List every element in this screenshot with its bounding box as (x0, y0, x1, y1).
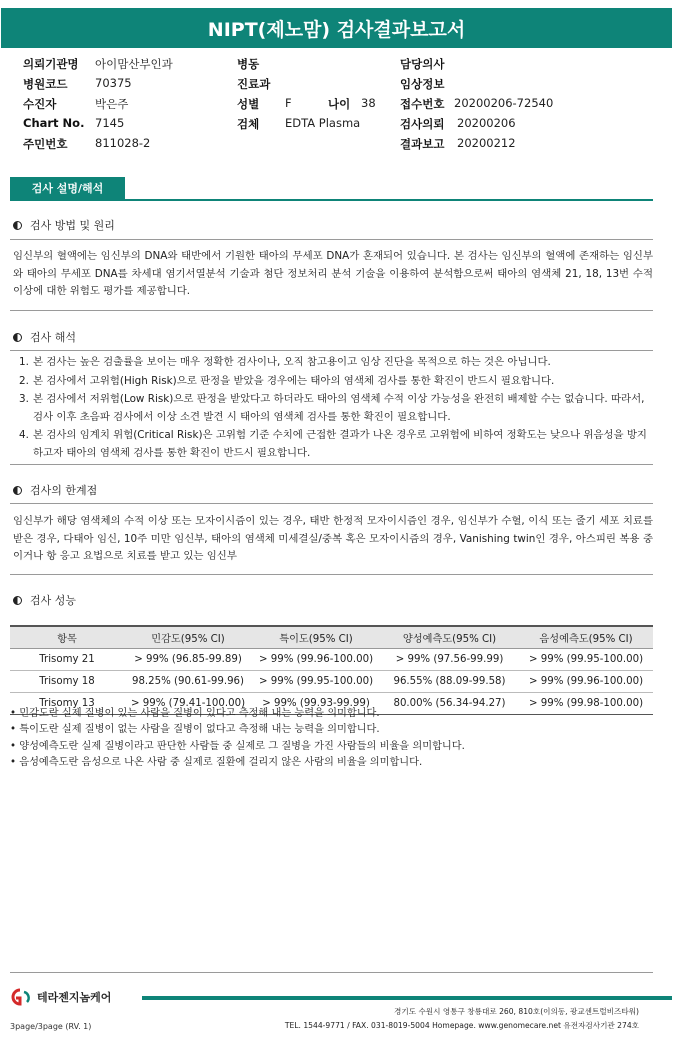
divider (10, 310, 653, 311)
interpretation-list (13, 354, 653, 463)
label-doctor: 담당의사 (400, 57, 445, 71)
table-cell: > 99% (99.98-100.00) (519, 693, 653, 715)
footer-contact: TEL. 1544-9771 / FAX. 031-8019-5004 Homepage. www.genomecare.net 유전자검사기관 274호 (284, 1021, 639, 1030)
list-item (13, 373, 653, 391)
limitations-heading (13, 482, 97, 498)
item-number: 4. (19, 429, 29, 441)
method-heading-text: 검사 방법 및 원리 (30, 219, 115, 232)
page-number: 3page/3page (RV. 1) (10, 1022, 92, 1031)
footer-accent-bar (142, 996, 672, 1000)
half-circle-icon (13, 486, 22, 495)
table-cell: 98.25% (90.61-99.96) (124, 671, 252, 693)
note-item: • 양성예측도란 실제 질병이라고 판단한 사람들 중 실제로 그 질병을 가진 사람들의 비율을 의미합니다. (10, 739, 465, 755)
half-circle-icon (13, 333, 22, 342)
value-hospital-code: 70375 (95, 76, 132, 90)
value-age: 38 (361, 96, 376, 110)
section-tab: 검사 설명/해석 (10, 177, 125, 199)
table-cell: > 99% (99.96-100.00) (519, 671, 653, 693)
label-report-date: 결과보고 (400, 137, 445, 151)
limitations-heading-text: 검사의 한계점 (30, 484, 98, 497)
info-row (23, 56, 663, 76)
item-number: 3. (19, 393, 29, 405)
divider (10, 239, 653, 240)
genome-logo-icon (7, 988, 33, 1006)
divider (10, 350, 653, 351)
value-chart-no: 7145 (95, 116, 125, 130)
label-sex: 성별 (237, 97, 260, 111)
performance-heading-text: 검사 성능 (30, 594, 77, 607)
report-title: NIPT(제노맘) 검사결과보고서 (1, 8, 672, 48)
limitations-text: 임신부가 해당 염색체의 수적 이상 또는 모자이시즘이 있는 경우, 태반 한정적 모자이시즘인 경우, 임신부가 수혈, 이식 또는 줄기 세포 치료를 받은 경우, 다태아 임신, 10주 미만 임신부, 태아의 염색체 미세결실/중복 혹은 모자이시즘의 경우, Vanishing twin인 경우, 아스피린 복용 중이거나 항 응고 요법으로 치료를 받고 있는 임신부 (13, 515, 653, 562)
label-hospital-code: 병원코드 (23, 77, 68, 91)
divider (10, 503, 653, 504)
table-cell: Trisomy 13 (10, 693, 124, 715)
table-row (10, 671, 653, 693)
value-receipt-no: 20200206-72540 (454, 96, 554, 110)
footer-divider (10, 972, 653, 973)
col-header: 항목 (10, 626, 124, 649)
value-request-date: 20200206 (457, 116, 516, 130)
interpretation-heading-text: 검사 해석 (30, 331, 77, 344)
col-header: 민감도(95% CI) (124, 626, 252, 649)
value-sex: F (285, 96, 292, 110)
label-ward: 병동 (237, 57, 260, 71)
item-number: 1. (19, 356, 29, 368)
table-cell: > 99% (99.93-99.99) (252, 693, 380, 715)
col-header: 양성예측도(95% CI) (380, 626, 519, 649)
label-department: 진료과 (237, 77, 271, 91)
item-text: 본 검사에서 저위험(Low Risk)으로 판정을 받았다고 하더라도 태아의 염색체 수적 이상 가능성을 완전히 배제할 수는 없습니다. 따라서, 검사 이후 초음파 검사에서 이상 소견 발견 시 태아의 염색체 검사를 통한 확진이 필요합니다. (33, 393, 645, 423)
value-patient: 박은주 (95, 97, 129, 111)
performance-table (10, 625, 653, 715)
footer-address: 경기도 수원시 영통구 창룡대로 260, 810호(이의동, 광교센트럴비즈타워) (394, 1007, 639, 1016)
half-circle-icon (13, 221, 22, 230)
item-number: 2. (19, 374, 29, 387)
table-cell: 80.00% (56.34-94.27) (380, 693, 519, 715)
table-cell: Trisomy 18 (10, 671, 124, 693)
value-institution: 아이맘산부인과 (95, 57, 173, 71)
table-cell: 96.55% (88.09-99.58) (380, 671, 519, 693)
table-header-row (10, 626, 653, 649)
label-request-date: 검사의뢰 (400, 117, 445, 131)
value-id-number: 811028-2 (95, 136, 151, 150)
label-clinical-info: 임상정보 (400, 77, 445, 91)
label-institution: 의뢰기관명 (23, 57, 79, 71)
divider (10, 464, 653, 465)
value-report-date: 20200212 (457, 136, 516, 150)
label-age: 나이 (328, 97, 351, 111)
value-specimen: EDTA Plasma (285, 116, 361, 130)
patient-info (23, 56, 663, 156)
list-item (13, 427, 653, 462)
label-patient: 수진자 (23, 97, 57, 111)
info-row (23, 116, 663, 136)
table-cell: > 99% (96.85-99.89) (124, 649, 252, 671)
label-specimen: 검체 (237, 117, 260, 131)
col-header: 음성예측도(95% CI) (519, 626, 653, 649)
note-item: • 음성예측도란 음성으로 나온 사람 중 실제로 질환에 걸리지 않은 사람의 비율을 의미합니다. (10, 755, 465, 771)
info-row (23, 76, 663, 96)
performance-notes (10, 706, 465, 771)
col-header: 특이도(95% CI) (252, 626, 380, 649)
method-heading (13, 217, 115, 233)
info-row (23, 136, 663, 156)
list-item (13, 354, 653, 372)
method-text: 임신부의 혈액에는 임신부의 DNA와 태반에서 기원한 태아의 무세포 DNA가 혼재되어 있습니다. 본 검사는 임신부의 혈액에 존재하는 임신부와 태아의 무세포 DNA를 차세대 염기서열분석 기술과 첨단 정보처리 분석 기술을 이용하여 분석함으로써 태아의 염색체 21, 18, 13번 수적 이상에 대한 위험도 평가를 제공합니다. (13, 250, 653, 297)
note-item: • 특이도란 실제 질병이 없는 사람을 질병이 없다고 측정해 내는 능력을 의미합니다. (10, 722, 465, 738)
label-id-number: 주민번호 (23, 137, 68, 151)
item-text: 본 검사는 높은 검출률을 보이는 매우 정확한 검사이나, 오직 참고용이고 임상 진단을 목적으로 하는 것은 아닙니다. (33, 356, 551, 368)
section-divider (10, 199, 653, 201)
company-logo (7, 988, 111, 1006)
table-cell: > 99% (99.95-100.00) (252, 671, 380, 693)
company-name: 테라젠지놈케어 (37, 991, 112, 1004)
divider (10, 574, 653, 575)
table-cell: > 99% (99.96-100.00) (252, 649, 380, 671)
table-row (10, 649, 653, 671)
label-chart-no: Chart No. (23, 116, 85, 130)
list-item (13, 391, 653, 426)
performance-heading (13, 592, 76, 608)
item-text: 본 검사에서 고위험(High Risk)으로 판정을 받았을 경우에는 태아의 염색체 검사를 통한 확진이 반드시 필요합니다. (33, 374, 555, 387)
table-cell: Trisomy 21 (10, 649, 124, 671)
info-row (23, 96, 663, 116)
interpretation-heading (13, 329, 76, 345)
label-receipt-no: 접수번호 (400, 97, 445, 111)
item-text: 본 검사의 임계치 위험(Critical Risk)은 고위험 기준 수치에 근접한 결과가 나온 경우로 고위험에 비하여 정확도는 낮으나 위음성을 방지하고자 태아의 염색체 검사를 통한 확진이 반드시 필요합니다. (33, 429, 647, 459)
table-cell: > 99% (79.41-100.00) (124, 693, 252, 715)
half-circle-icon (13, 596, 22, 605)
note-item: • 민감도란 실제 질병이 있는 사람을 질병이 있다고 측정해 내는 능력을 의미합니다. (10, 706, 465, 722)
table-cell: > 99% (99.95-100.00) (519, 649, 653, 671)
table-cell: > 99% (97.56-99.99) (380, 649, 519, 671)
